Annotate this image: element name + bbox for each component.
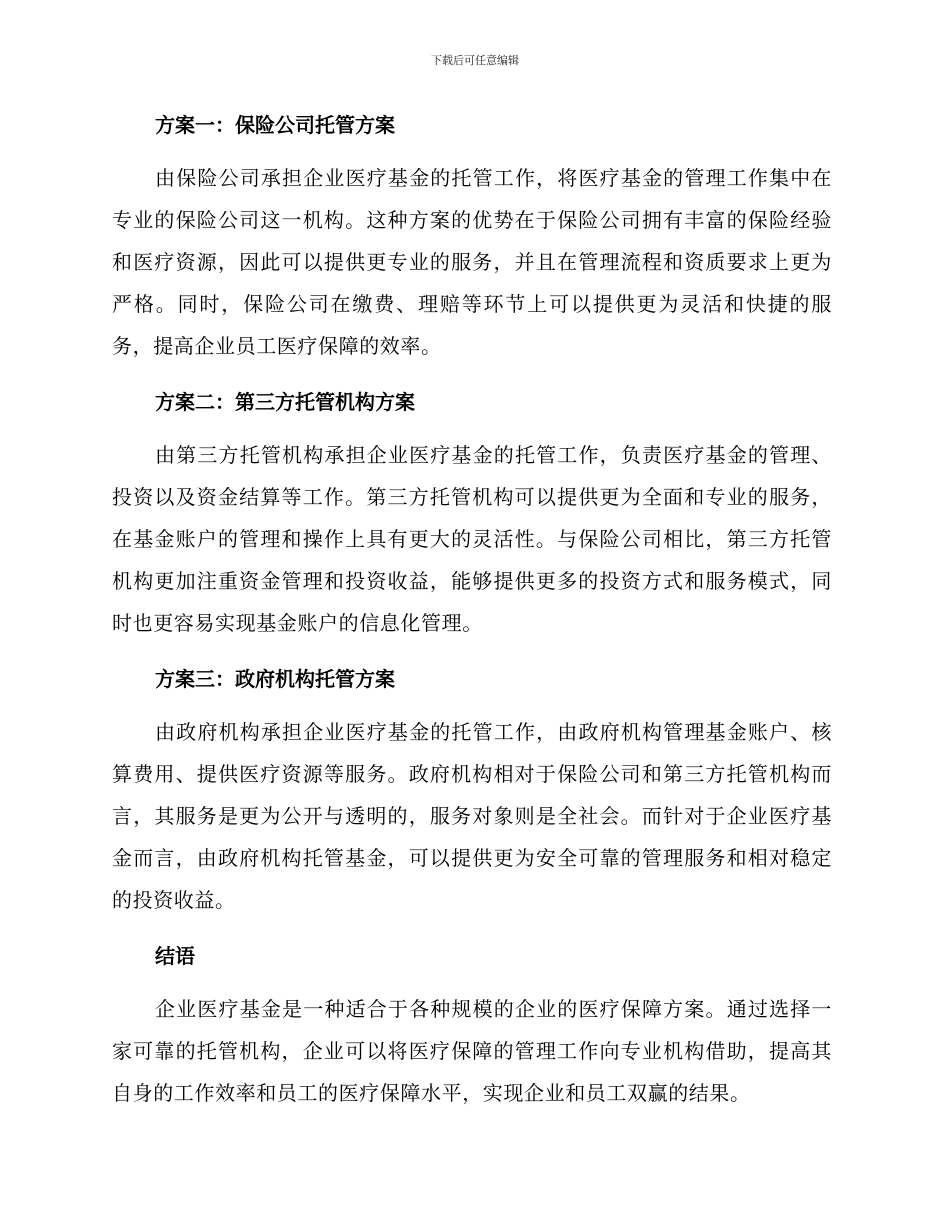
section-paragraph: 企业医疗基金是一种适合于各种规模的企业的医疗保障方案。通过选择一家可靠的托管机构，企业可以将医疗保障的管理工作向专业机构借助，提高其自身的工作效率和员工的医疗保障水平，实现企业和员工双赢的结果。 bbox=[112, 997, 832, 1105]
section-heading: 结语 bbox=[155, 944, 195, 968]
section-paragraph: 由保险公司承担企业医疗基金的托管工作，将医疗基金的管理工作集中在专业的保险公司这一机构。这种方案的优势在于保险公司拥有丰富的保险经验和医疗资源，因此可以提供更专业的服务，并且在管理流程和资质要求上更为严格。同时，保险公司在缴费、理赔等环节上可以提供更为灵活和快捷的服务，提高企业员工医疗保障的效率。 bbox=[112, 166, 832, 358]
document-body bbox=[112, 104, 832, 1128]
section-heading: 方案二：第三方托管机构方案 bbox=[155, 390, 415, 414]
page-header: 下载后可任意编辑 bbox=[431, 54, 519, 67]
section-heading: 方案一：保险公司托管方案 bbox=[155, 113, 395, 137]
section-conclusion bbox=[112, 935, 832, 1114]
section-heading: 方案三：政府机构托管方案 bbox=[155, 667, 395, 691]
section-paragraph: 由政府机构承担企业医疗基金的托管工作，由政府机构管理基金账户、核算费用、提供医疗资源等服务。政府机构相对于保险公司和第三方托管机构而言，其服务是更为公开与透明的，服务对象则是全社会。而针对于企业医疗基金而言，由政府机构托管基金，可以提供更为安全可靠的管理服务和相对稳定的投资收益。 bbox=[112, 720, 832, 912]
section-plan-3 bbox=[112, 658, 832, 921]
section-plan-1 bbox=[112, 104, 832, 367]
section-paragraph: 由第三方托管机构承担企业医疗基金的托管工作，负责医疗基金的管理、投资以及资金结算等工作。第三方托管机构可以提供更为全面和专业的服务，在基金账户的管理和操作上具有更大的灵活性。与保险公司相比，第三方托管机构更加注重资金管理和投资收益，能够提供更多的投资方式和服务模式，同时也更容易实现基金账户的信息化管理。 bbox=[112, 443, 832, 635]
section-plan-2 bbox=[112, 381, 832, 644]
